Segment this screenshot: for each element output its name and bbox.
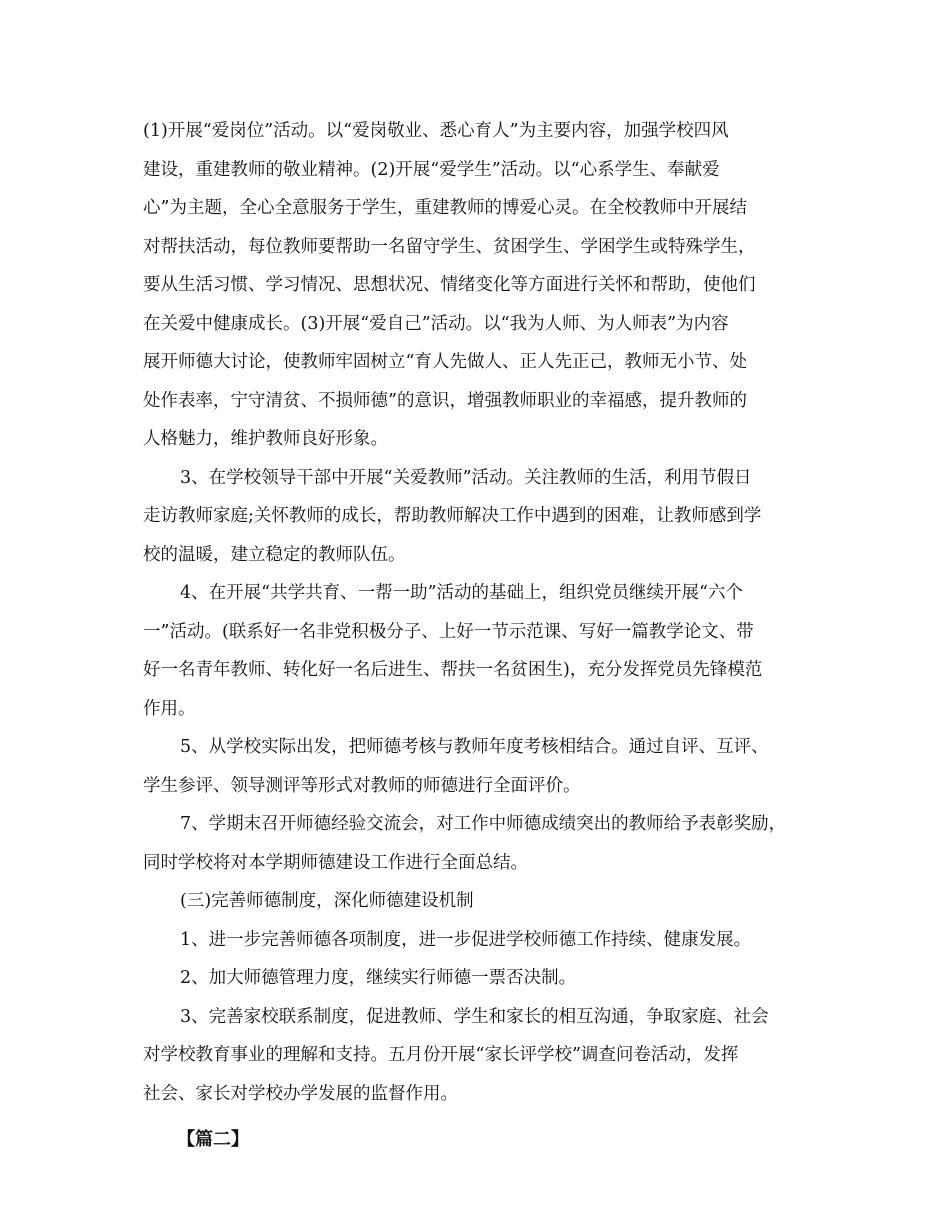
text-line: 3、在学校领导干部中开展“关爱教师”活动。关注教师的生活，利用节假日 (180, 467, 752, 488)
text-line: 学生参评、领导测评等形式对教师的师德进行全面评价。 (143, 775, 581, 796)
text-line: 好一名青年教师、转化好一名后进生、帮扶一名贫困生)，充分发挥党员先锋模范 (143, 660, 763, 680)
text-line: 一”活动。(联系好一名非党积极分子、上好一节示范课、写好一篇教学论文、带 (143, 621, 754, 642)
text-line: 走访教师家庭;关怀教师的成长，帮助教师解决工作中遇到的困难，让教师感到学 (143, 506, 762, 526)
text-line: 7、学期末召开师德经验交流会，对工作中师德成绩突出的教师给予表彰奖励， (180, 814, 787, 834)
text-line: 对学校教育事业的理解和支持。五月份开展“家长评学校”调查问卷活动，发挥 (143, 1045, 739, 1065)
text-line: 在关爱中健康成长。(3)开展“爱自己”活动。以“我为人师、为人师表”为内容 (143, 313, 729, 334)
text-line: (1)开展“爱岗位”活动。以“爱岗敬业、悉心育人”为主要内容，加强学校四风 (143, 121, 729, 141)
text-line: 1、进一步完善师德各项制度，进一步促进学校师德工作持续、健康发展。 (180, 929, 752, 950)
text-line: 同时学校将对本学期师德建设工作进行全面总结。 (143, 852, 528, 873)
text-line: 2、加大师德管理力度，继续实行师德一票否决制。 (180, 968, 577, 988)
text-line: 处作表率，宁守清贫、不损师德”的意识，增强教师职业的幸福感，提升教师的 (143, 390, 747, 411)
text-line: 作用。 (143, 698, 196, 719)
text-line: 展开师德大讨论，使教师牢固树立“育人先做人、正人先正己，教师无小节、处 (143, 352, 747, 372)
text-line: 社会、家长对学校办学发展的监督作用。 (143, 1083, 458, 1104)
text-line: 心”为主题，全心全意服务于学生，重建教师的博爱心灵。在全校教师中开展结 (143, 198, 747, 218)
text-line: 3、完善家校联系制度，促进教师、学生和家长的相互沟通，争取家庭、社会 (180, 1006, 769, 1027)
text-line: 人格魅力，维护教师良好形象。 (143, 429, 388, 449)
text-line: (三)完善师德制度，深化师德建设机制 (180, 891, 474, 911)
text-line: 要从生活习惯、学习情况、思想状况、情绪变化等方面进行关怀和帮助，使他们 (143, 275, 756, 295)
section-heading: 【篇二】 (177, 1129, 249, 1150)
text-line: 5、从学校实际出发，把师德考核与教师年度考核相结合。通过自评、互评、 (180, 737, 769, 757)
text-line: 对帮扶活动，每位教师要帮助一名留守学生、贫困学生、学困学生或特殊学生， (143, 236, 756, 257)
text-line: 建设，重建教师的敬业精神。(2)开展“爱学生”活动。以“心系学生、奉献爱 (143, 159, 720, 180)
text-line: 4、在开展“共学共育、一帮一助”活动的基础上，组织党员继续开展“六个 (180, 583, 743, 603)
text-line: 校的温暖，建立稳定的教师队伍。 (143, 544, 406, 565)
